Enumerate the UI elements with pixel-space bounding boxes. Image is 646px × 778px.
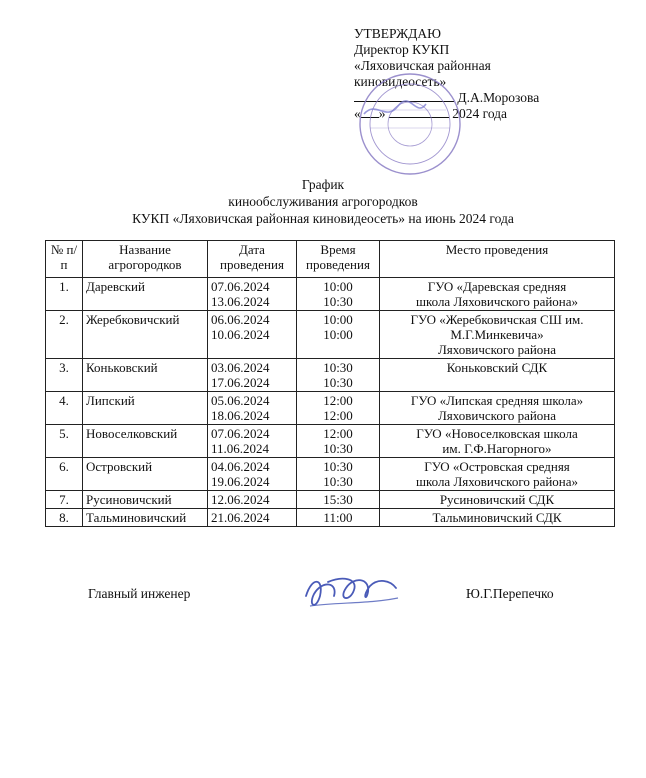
table-row [46, 425, 615, 458]
cell-num: 1. [46, 278, 83, 311]
heading-line3: КУКП «Ляховичская районная киновидеосеть» на июнь 2024 года [132, 211, 514, 226]
cell-place: ГУО «Жеребковичская СШ им. М.Г.Минкевича» Ляховичского района [380, 311, 615, 359]
cell-dates: 07.06.2024 11.06.2024 [208, 425, 297, 458]
cell-num: 3. [46, 359, 83, 392]
approval-title: УТВЕРЖДАЮ [354, 26, 442, 41]
cell-place: Русиновичский СДК [380, 491, 615, 509]
cell-name: Новоселковский [83, 425, 208, 458]
cell-num: 4. [46, 392, 83, 425]
cell-times: 10:00 10:00 [297, 311, 380, 359]
cell-name: Жеребковичский [83, 311, 208, 359]
heading-line1: График [301, 177, 345, 192]
cell-dates: 07.06.2024 13.06.2024 [208, 278, 297, 311]
header-date: Дата проведения [208, 241, 297, 278]
approval-position: Директор КУКП [354, 42, 450, 57]
cell-times: 15:30 [297, 491, 380, 509]
schedule-table [45, 240, 615, 527]
cell-num: 6. [46, 458, 83, 491]
approval-date-line: « » 2024 года [354, 106, 508, 121]
cell-times: 12:00 10:30 [297, 425, 380, 458]
cell-place: ГУО «Островская средняя школа Ляховичского района» [380, 458, 615, 491]
cell-name: Липский [83, 392, 208, 425]
approval-org-line1: «Ляховичская районная [354, 58, 491, 73]
heading-line2: кинообслуживания агрогородков [228, 194, 418, 209]
cell-name: Коньковский [83, 359, 208, 392]
cell-dates: 04.06.2024 19.06.2024 [208, 458, 297, 491]
cell-num: 8. [46, 509, 83, 527]
cell-place: Коньковский СДК [380, 359, 615, 392]
cell-name: Тальминовичский [83, 509, 208, 527]
header-time: Время проведения [297, 241, 380, 278]
table-row [46, 278, 615, 311]
footer-name: Ю.Г.Перепечко [466, 586, 554, 601]
table-header-row [46, 241, 615, 278]
cell-dates: 12.06.2024 [208, 491, 297, 509]
document-heading [0, 176, 646, 227]
cell-dates: 21.06.2024 [208, 509, 297, 527]
table-row [46, 359, 615, 392]
cell-times: 10:00 10:30 [297, 278, 380, 311]
approval-org-line2: киновидеосеть» [354, 74, 447, 89]
cell-name: Островский [83, 458, 208, 491]
header-name: Название агрогородков [83, 241, 208, 278]
cell-place: ГУО «Липская средняя школа» Ляховичского района [380, 392, 615, 425]
cell-name: Даревский [83, 278, 208, 311]
header-place: Место проведения [380, 241, 615, 278]
table-row [46, 458, 615, 491]
table-row [46, 509, 615, 527]
table-row [46, 392, 615, 425]
cell-times: 10:30 10:30 [297, 458, 380, 491]
cell-place: ГУО «Новоселковская школа им. Г.Ф.Нагорного» [380, 425, 615, 458]
cell-times: 10:30 10:30 [297, 359, 380, 392]
footer-position: Главный инженер [88, 586, 191, 601]
cell-times: 12:00 12:00 [297, 392, 380, 425]
cell-num: 7. [46, 491, 83, 509]
approval-signer: Д.А.Морозова [457, 90, 540, 105]
cell-place: Тальминовичский СДК [380, 509, 615, 527]
cell-num: 5. [46, 425, 83, 458]
cell-times: 11:00 [297, 509, 380, 527]
table-row [46, 311, 615, 359]
cell-name: Русиновичский [83, 491, 208, 509]
cell-num: 2. [46, 311, 83, 359]
cell-dates: 06.06.2024 10.06.2024 [208, 311, 297, 359]
approval-year: 2024 года [452, 106, 508, 121]
stamp-seal [356, 70, 464, 178]
table-row [46, 491, 615, 509]
cell-dates: 05.06.2024 18.06.2024 [208, 392, 297, 425]
header-num: № п/п [46, 241, 83, 278]
table-body [46, 278, 615, 527]
cell-dates: 03.06.2024 17.06.2024 [208, 359, 297, 392]
cell-place: ГУО «Даревская средняя школа Ляховичского района» [380, 278, 615, 311]
handwritten-signature [298, 566, 408, 618]
